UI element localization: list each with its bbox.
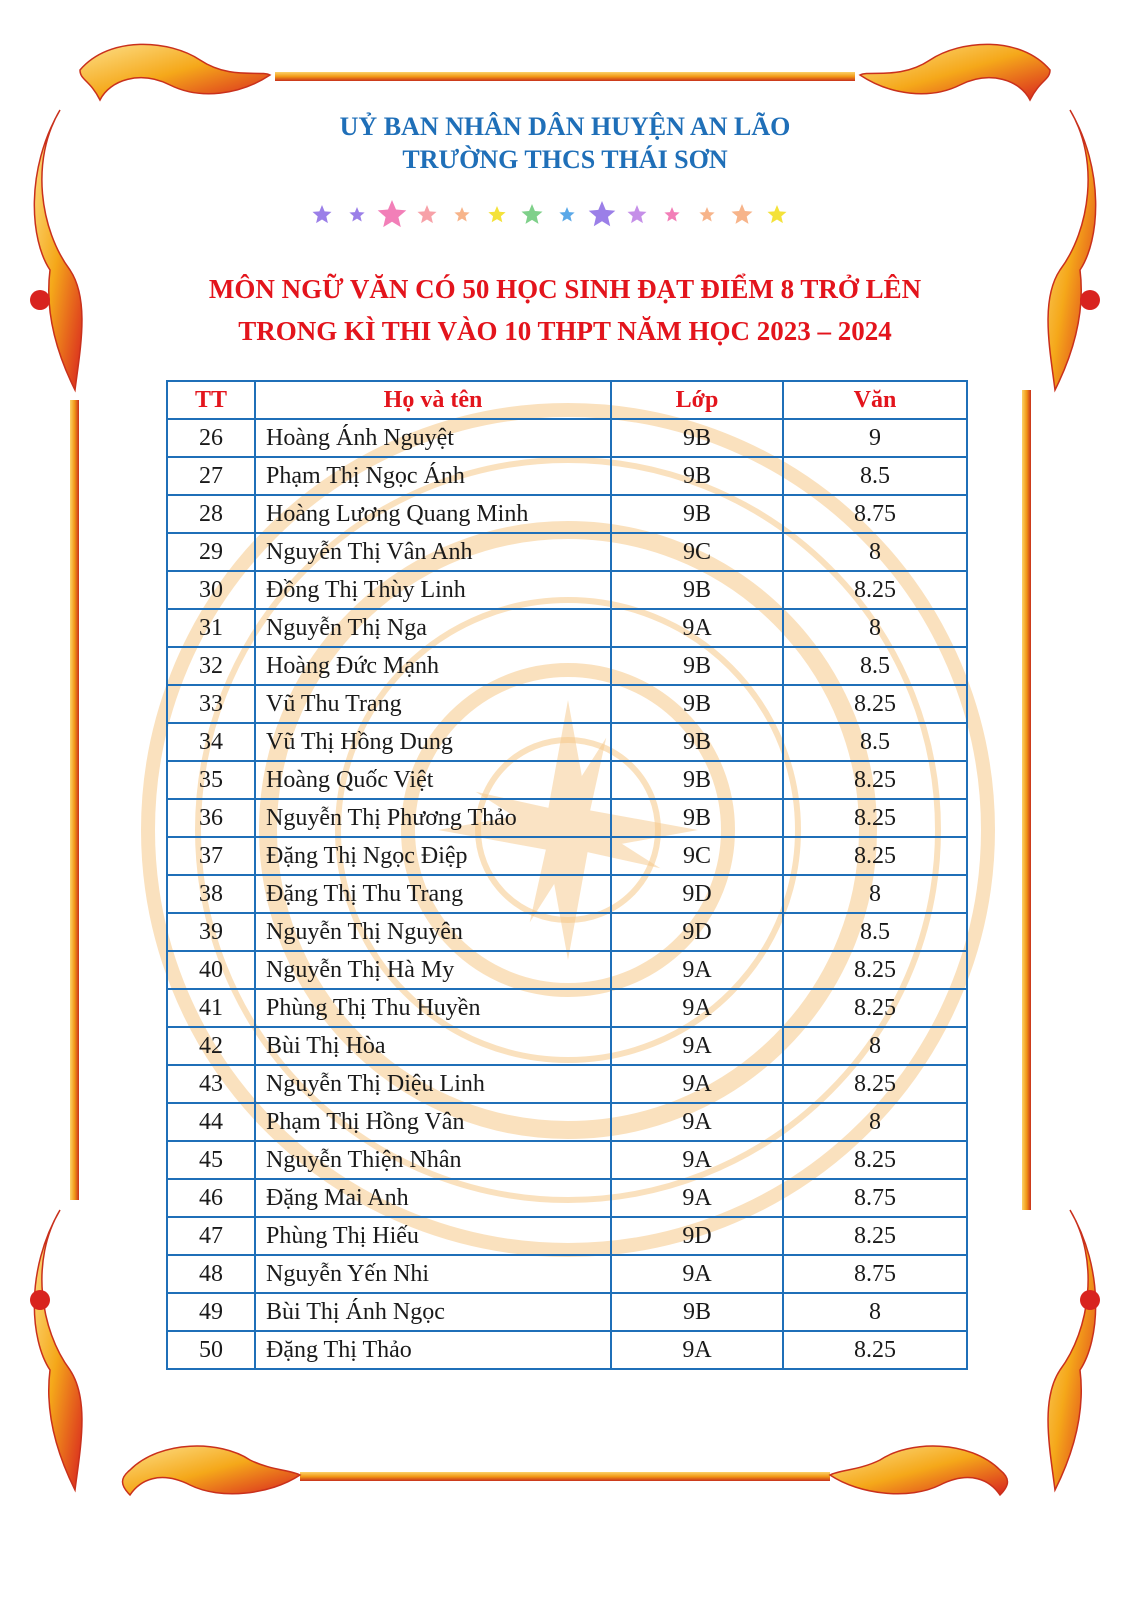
literature-score: 8	[783, 1027, 967, 1065]
row-number: 38	[167, 875, 255, 913]
literature-score: 8.75	[783, 1179, 967, 1217]
student-name: Phạm Thị Hồng Vân	[255, 1103, 611, 1141]
row-number: 50	[167, 1331, 255, 1369]
table-row	[167, 799, 967, 837]
table-header-row	[167, 381, 967, 419]
student-class: 9B	[611, 647, 783, 685]
row-number: 37	[167, 837, 255, 875]
table-row	[167, 647, 967, 685]
student-class: 9B	[611, 457, 783, 495]
star-icon	[349, 207, 364, 222]
table-row	[167, 989, 967, 1027]
student-name: Vũ Thu Trang	[255, 685, 611, 723]
literature-score: 8.5	[783, 647, 967, 685]
literature-score: 8.25	[783, 1065, 967, 1103]
row-number: 33	[167, 685, 255, 723]
row-number: 36	[167, 799, 255, 837]
student-name: Đặng Thị Thảo	[255, 1331, 611, 1369]
student-name: Nguyễn Thị Nga	[255, 609, 611, 647]
student-class: 9C	[611, 837, 783, 875]
table-row	[167, 761, 967, 799]
student-class: 9B	[611, 799, 783, 837]
star-icon	[768, 205, 787, 223]
table-body	[167, 419, 967, 1369]
row-number: 28	[167, 495, 255, 533]
student-name: Phạm Thị Ngọc Ánh	[255, 457, 611, 495]
literature-score: 8.25	[783, 685, 967, 723]
row-number: 35	[167, 761, 255, 799]
student-class: 9D	[611, 1217, 783, 1255]
row-number: 30	[167, 571, 255, 609]
table-row	[167, 1027, 967, 1065]
star-icon	[559, 207, 574, 222]
document-title	[0, 268, 1130, 352]
literature-score: 8.25	[783, 989, 967, 1027]
student-class: 9A	[611, 609, 783, 647]
literature-score: 8	[783, 533, 967, 571]
student-class: 9A	[611, 989, 783, 1027]
header-class: Lớp	[611, 381, 783, 419]
row-number: 34	[167, 723, 255, 761]
student-class: 9D	[611, 913, 783, 951]
student-name: Nguyễn Thị Hà My	[255, 951, 611, 989]
table-row	[167, 951, 967, 989]
star-icon	[454, 207, 469, 222]
student-name: Bùi Thị Hòa	[255, 1027, 611, 1065]
student-name: Nguyễn Thị Phương Thảo	[255, 799, 611, 837]
literature-score: 8.25	[783, 1217, 967, 1255]
literature-score: 8	[783, 1103, 967, 1141]
star-icon	[418, 205, 437, 223]
student-class: 9A	[611, 1103, 783, 1141]
student-name: Phùng Thị Hiếu	[255, 1217, 611, 1255]
row-number: 49	[167, 1293, 255, 1331]
row-number: 32	[167, 647, 255, 685]
header-tt: TT	[167, 381, 255, 419]
table-row	[167, 685, 967, 723]
school-name: TRƯỜNG THCS THÁI SƠN	[402, 145, 728, 174]
literature-score: 8.5	[783, 723, 967, 761]
student-name: Đặng Mai Anh	[255, 1179, 611, 1217]
student-name: Nguyễn Thị Vân Anh	[255, 533, 611, 571]
table-row	[167, 571, 967, 609]
literature-score: 8.25	[783, 837, 967, 875]
literature-score: 8.75	[783, 495, 967, 533]
table-row	[167, 1103, 967, 1141]
literature-score: 8.5	[783, 457, 967, 495]
table-row	[167, 419, 967, 457]
star-icon	[699, 207, 714, 222]
table-row	[167, 1293, 967, 1331]
star-icon	[378, 200, 407, 227]
literature-score: 8	[783, 609, 967, 647]
student-name: Đồng Thị Thùy Linh	[255, 571, 611, 609]
student-class: 9C	[611, 533, 783, 571]
student-class: 9A	[611, 1065, 783, 1103]
row-number: 46	[167, 1179, 255, 1217]
row-number: 43	[167, 1065, 255, 1103]
student-name: Đặng Thị Thu Trang	[255, 875, 611, 913]
student-class: 9A	[611, 1141, 783, 1179]
table-row	[167, 457, 967, 495]
issuing-authority	[0, 110, 1130, 176]
student-class: 9B	[611, 1293, 783, 1331]
row-number: 29	[167, 533, 255, 571]
student-name: Đặng Thị Ngọc Điệp	[255, 837, 611, 875]
student-class: 9B	[611, 685, 783, 723]
table-row	[167, 1179, 967, 1217]
row-number: 48	[167, 1255, 255, 1293]
literature-score: 8.25	[783, 761, 967, 799]
student-class: 9B	[611, 495, 783, 533]
student-class: 9B	[611, 761, 783, 799]
header-score: Văn	[783, 381, 967, 419]
student-class: 9A	[611, 1255, 783, 1293]
district-committee-name: UỶ BAN NHÂN DÂN HUYỆN AN LÃO	[339, 112, 791, 141]
student-name: Nguyễn Thị Diệu Linh	[255, 1065, 611, 1103]
student-name: Hoàng Quốc Việt	[255, 761, 611, 799]
star-icon	[732, 204, 753, 224]
literature-score: 8.5	[783, 913, 967, 951]
student-class: 9D	[611, 875, 783, 913]
star-icon	[664, 207, 679, 222]
literature-score: 8.25	[783, 799, 967, 837]
row-number: 47	[167, 1217, 255, 1255]
row-number: 31	[167, 609, 255, 647]
star-icon	[488, 206, 505, 222]
student-class: 9A	[611, 951, 783, 989]
table-row	[167, 913, 967, 951]
student-class: 9B	[611, 419, 783, 457]
table-row	[167, 533, 967, 571]
row-number: 45	[167, 1141, 255, 1179]
row-number: 39	[167, 913, 255, 951]
table-row	[167, 875, 967, 913]
star-icon	[589, 201, 616, 226]
table-row	[167, 1331, 967, 1369]
student-name: Bùi Thị Ánh Ngọc	[255, 1293, 611, 1331]
results-table	[166, 380, 968, 1370]
literature-score: 8.25	[783, 1141, 967, 1179]
literature-score: 8	[783, 875, 967, 913]
student-name: Hoàng Ánh Nguyệt	[255, 419, 611, 457]
table-row	[167, 1255, 967, 1293]
table-row	[167, 1217, 967, 1255]
row-number: 41	[167, 989, 255, 1027]
student-class: 9B	[611, 571, 783, 609]
literature-score: 8.25	[783, 571, 967, 609]
results-table-wrapper	[166, 380, 966, 1370]
table-row	[167, 723, 967, 761]
title-line-1: MÔN NGỮ VĂN CÓ 50 HỌC SINH ĐẠT ĐIỂM 8 TRỞ LÊN	[208, 274, 922, 304]
literature-score: 8.25	[783, 951, 967, 989]
star-icon	[313, 205, 332, 223]
literature-score: 8.25	[783, 1331, 967, 1369]
student-name: Nguyễn Thiện Nhân	[255, 1141, 611, 1179]
student-class: 9A	[611, 1179, 783, 1217]
table-row	[167, 609, 967, 647]
table-row	[167, 1065, 967, 1103]
literature-score: 9	[783, 419, 967, 457]
student-class: 9A	[611, 1027, 783, 1065]
table-row	[167, 495, 967, 533]
student-name: Phùng Thị Thu Huyền	[255, 989, 611, 1027]
student-class: 9B	[611, 723, 783, 761]
student-name: Hoàng Đức Mạnh	[255, 647, 611, 685]
student-class: 9A	[611, 1331, 783, 1369]
table-row	[167, 837, 967, 875]
title-line-2: TRONG KÌ THI VÀO 10 THPT NĂM HỌC 2023 – 2024	[238, 316, 892, 346]
star-icon	[522, 204, 543, 224]
row-number: 26	[167, 419, 255, 457]
star-icon	[628, 205, 647, 223]
student-name: Nguyễn Yến Nhi	[255, 1255, 611, 1293]
row-number: 27	[167, 457, 255, 495]
literature-score: 8.75	[783, 1255, 967, 1293]
header-name: Họ và tên	[255, 381, 611, 419]
row-number: 40	[167, 951, 255, 989]
star-divider-icon	[300, 195, 830, 235]
student-name: Vũ Thị Hồng Dung	[255, 723, 611, 761]
literature-score: 8	[783, 1293, 967, 1331]
student-name: Nguyễn Thị Nguyên	[255, 913, 611, 951]
row-number: 42	[167, 1027, 255, 1065]
table-row	[167, 1141, 967, 1179]
row-number: 44	[167, 1103, 255, 1141]
student-name: Hoàng Lương Quang Minh	[255, 495, 611, 533]
